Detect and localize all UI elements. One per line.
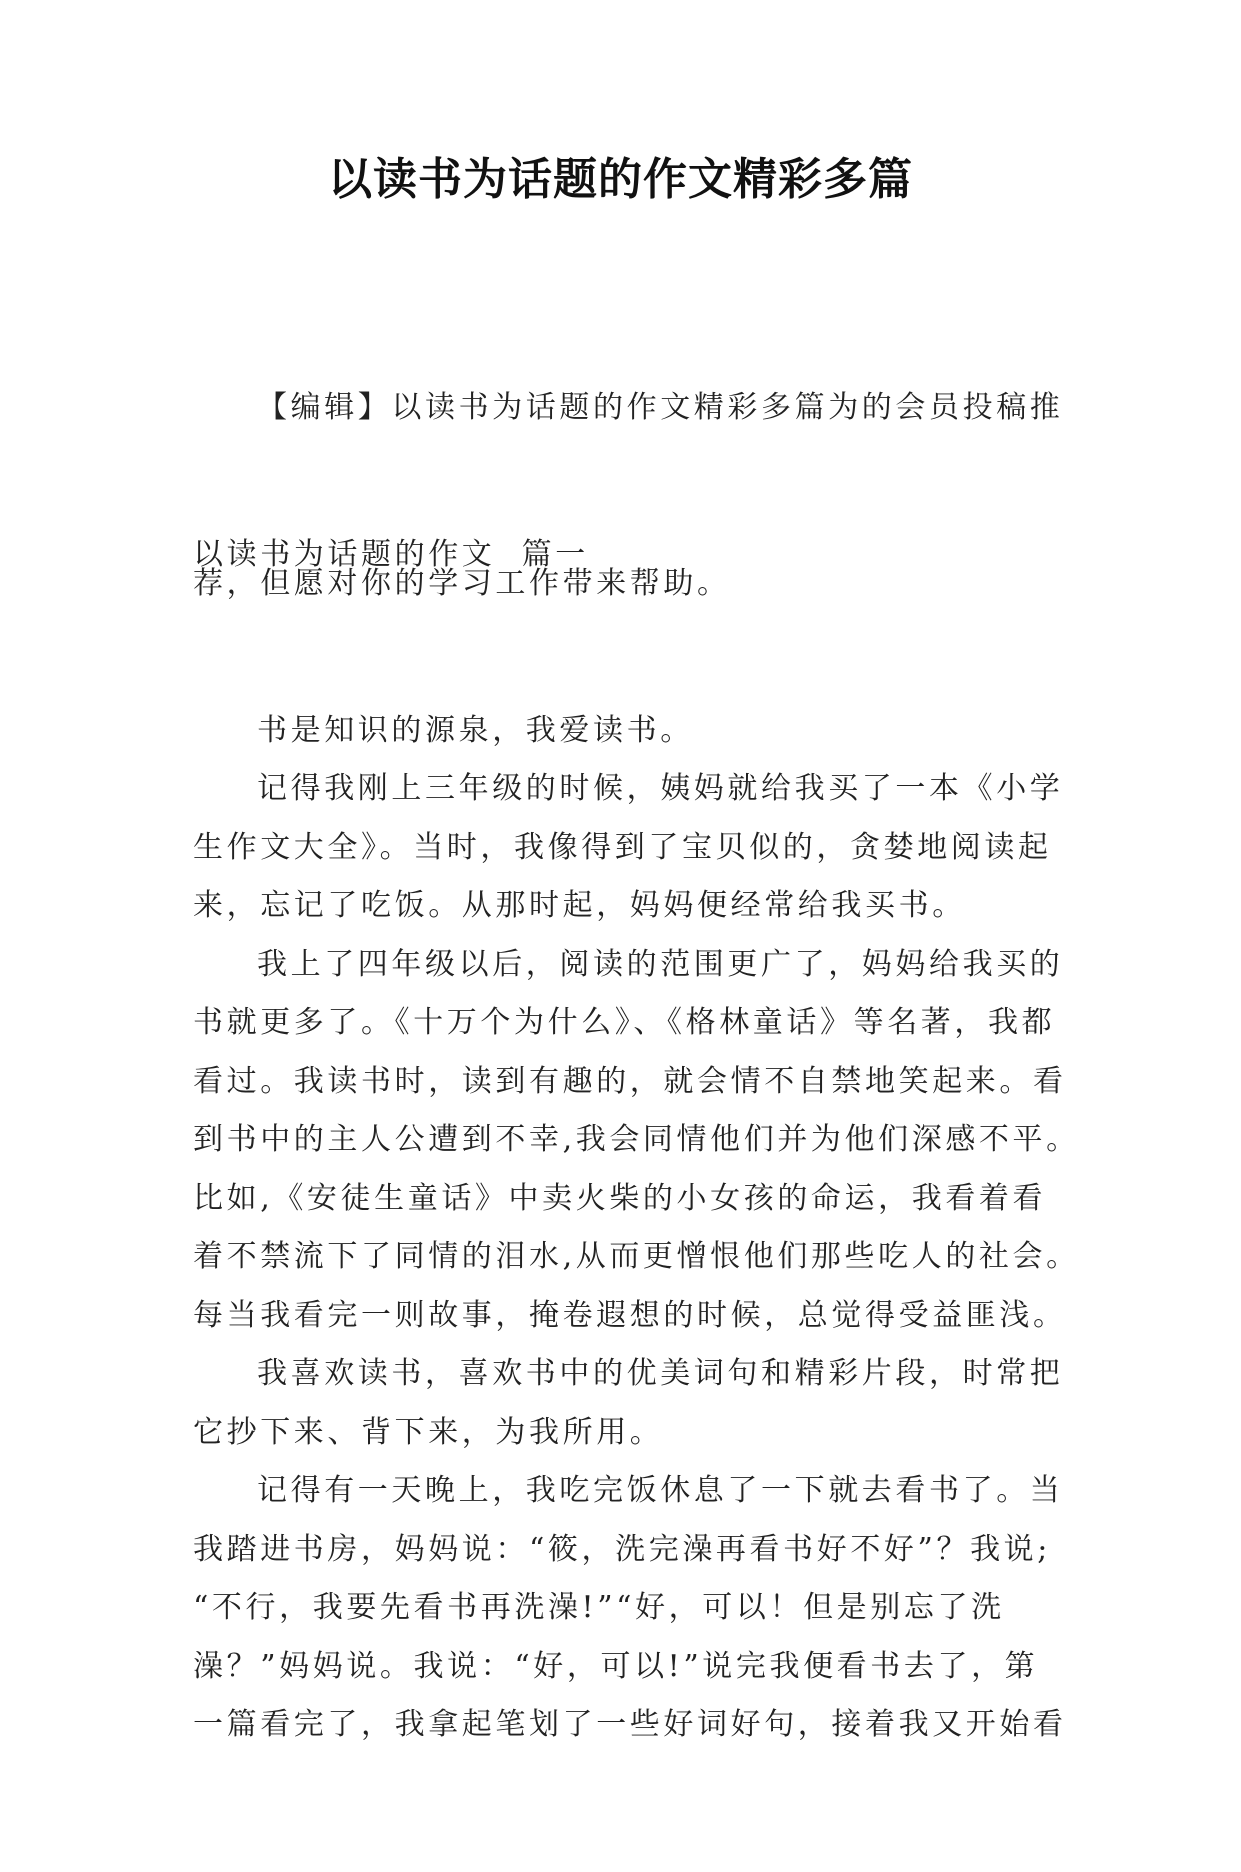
document-title: 以读书为话题的作文精彩多篇 [328, 154, 913, 205]
body-line: 生作文大全》。当时，我像得到了宝贝似的，贪婪地阅读起 [193, 829, 1052, 865]
body-line: 它抄下来、背下来，为我所用。 [193, 1414, 664, 1450]
essay-body [193, 409, 1080, 1872]
body-line: 书就更多了。《十万个为什么》、《格林童话》等名著，我都 [193, 1005, 1056, 1040]
essay-lines [193, 702, 1080, 1755]
body-line: 着不禁流下了同情的泪水,从而更憎恨他们那些吃人的社会。 [193, 1239, 1080, 1274]
body-line: 来，忘记了吃饭。从那时起，妈妈便经常给我买书。 [193, 888, 966, 923]
body-line: 比如,《安徒生童话》中卖火柴的小女孩的命运，我看着看 [193, 1180, 1047, 1216]
intro-line: 【编辑】以读书为话题的作文精彩多篇为的会员投稿推 [257, 390, 1064, 425]
body-line: 一篇看完了，我拿起笔划了一些好词好句，接着我又开始看 [193, 1707, 1067, 1742]
body-line: 澡？”妈妈说。我说：“好，可以!”说完我便看书去了，第 [193, 1648, 1039, 1684]
body-line: 我上了四年级以后，阅读的范围更广了，妈妈给我买的 [257, 946, 1064, 982]
body-line: 看过。我读书时，读到有趣的，就会情不自禁地笑起来。看 [193, 1063, 1067, 1099]
section-heading: 以读书为话题的作文 篇一 [193, 537, 589, 572]
body-line: 记得有一天晚上，我吃完饭休息了一下就去看书了。当 [257, 1473, 1064, 1508]
intro-line: 荐，但愿对你的学习工作带来帮助。 [193, 565, 731, 601]
body-line: “不行，我要先看书再洗澡!”“好，可以！但是别忘了洗 [193, 1590, 1005, 1625]
body-line: 到书中的主人公遭到不幸,我会同情他们并为他们深感不平。 [193, 1122, 1080, 1157]
body-line: 我踏进书房，妈妈说：“筱，洗完澡再看书好不好”？我说; [193, 1531, 1051, 1567]
body-line: 书是知识的源泉，我爱读书。 [257, 712, 694, 748]
body-line: 我喜欢读书，喜欢书中的优美词句和精彩片段，时常把 [257, 1356, 1064, 1391]
body-line: 每当我看完一则故事，掩卷遐想的时候，总觉得受益匪浅。 [193, 1297, 1067, 1333]
body-line: 记得我刚上三年级的时候，姨妈就给我买了一本《小学 [257, 771, 1064, 806]
